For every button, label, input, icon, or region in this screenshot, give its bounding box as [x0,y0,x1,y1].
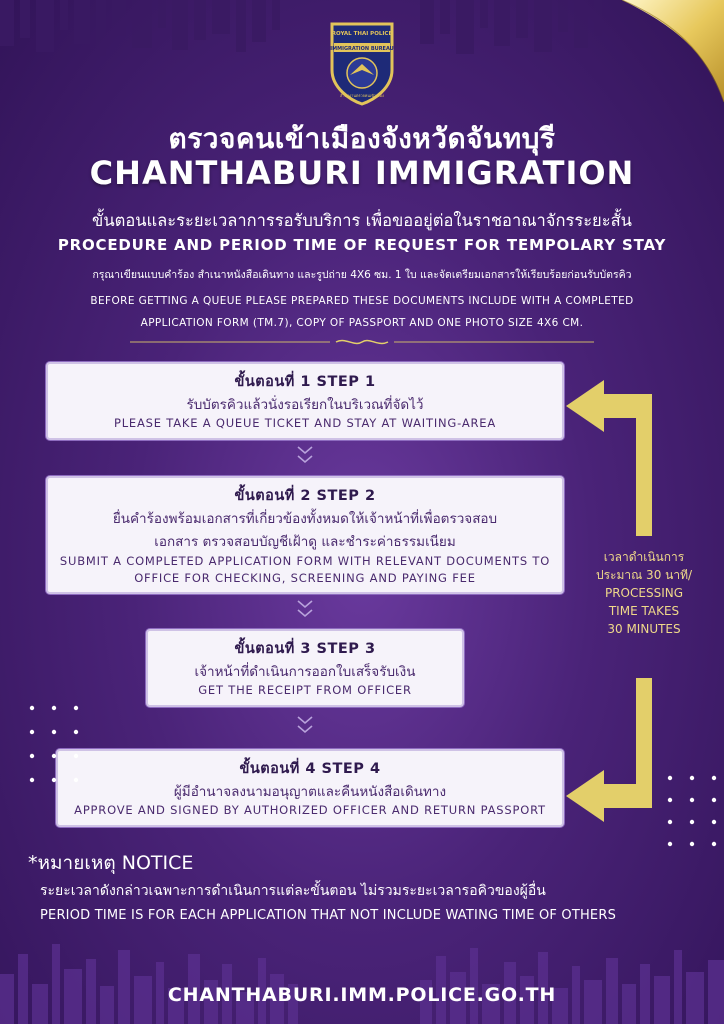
page-curl-decoration [614,0,724,110]
step-2-heading: ขั้นตอนที่ 2 STEP 2 [234,488,376,504]
website-url[interactable]: CHANTHABURI.IMM.POLICE.GO.TH [167,984,557,1006]
emblem-top-text: ROYAL THAI POLICE [331,31,393,37]
page-title-thai: ตรวจคนเข้าเมืองจังหวัดจันทบุรี [168,122,556,155]
subtitle-english: PROCEDURE AND PERIOD TIME OF REQUEST FOR TEMPOLARY STAY [57,236,667,254]
notice-english: PERIOD TIME IS FOR EACH APPLICATION THAT NOT INCLUDE WATING TIME OF OTHERS [40,908,617,923]
chevron-down-icon [296,444,314,466]
notice-thai: ระยะเวลาดังกล่าวเฉพาะการดำเนินการแต่ละขั้นตอน ไม่รวมระยะเวลารอคิวของผู้อื่น [40,883,546,899]
processing-line-1: เวลาดำเนินการ [603,550,685,564]
chevron-down-icon [296,714,314,736]
processing-line-5: 30 MINUTES [607,622,681,636]
chevron-down-icon [296,598,314,620]
processing-line-4: TIME TAKES [608,604,680,618]
step-2-card [46,476,564,594]
processing-line-3: PROCESSING [604,586,684,600]
step-4-heading: ขั้นตอนที่ 4 STEP 4 [239,761,381,777]
dot-grid-decoration [660,770,724,860]
dot-grid-decoration [24,700,94,800]
step-4-english: APPROVE AND SIGNED BY AUTHORIZED OFFICER AND RETURN PASSPORT [74,803,546,817]
step-1-heading: ขั้นตอนที่ 1 STEP 1 [234,374,376,390]
step-4-card [56,749,564,827]
emblem-bottom-text: สำนักงานตรวจคนเข้าเมือง [340,93,384,98]
ornamental-divider [130,338,594,346]
step-1-thai: รับบัตรคิวแล้วนั่งรอเรียกในบริเวณที่จัดไว้ [186,397,424,413]
subtitle-thai: ขั้นตอนและระยะเวลาการรอรับบริการ เพื่อขออยู่ต่อในราชอาณาจักรระยะสั้น [92,211,632,230]
step-3-heading: ขั้นตอนที่ 3 STEP 3 [234,641,376,657]
notice-title: *หมายเหตุ NOTICE [28,852,194,874]
step-4-thai: ผู้มีอำนาจลงนามอนุญาตและคืนหนังสือเดินทาง [173,784,447,800]
instruction-english: BEFORE GETTING A QUEUE PLEASE PREPARED THESE DOCUMENTS INCLUDE WITH A COMPLETED APPLICATION FORM (TM.7), COPY OF PASSPORT AND ONE PHOTO SIZE 4X6 CM. [90,295,634,329]
step-3-card [146,629,464,707]
step-2-english-line-1: SUBMIT A COMPLETED APPLICATION FORM WITH RELEVANT DOCUMENTS TO [59,554,551,568]
step-2-thai-line-1: ยื่นคำร้องพร้อมเอกสารที่เกี่ยวข้องทั้งหมดให้เจ้าหน้าที่เพื่อตรวจสอบ [112,511,498,527]
step-3-thai: เจ้าหน้าที่ดำเนินการออกใบเสร็จรับเงิน [194,664,416,680]
processing-line-2: ประมาณ 30 นาที/ [595,568,693,582]
step-1-english: PLEASE TAKE A QUEUE TICKET AND STAY AT WAITING-AREA [113,416,497,430]
step-1-card [46,362,564,440]
step-2-english-line-2: OFFICE FOR CHECKING, SCREENING AND PAYING FEE [134,571,476,585]
emblem-band-text: IMMIGRATION BUREAU [330,46,394,52]
page-title-english: CHANTHABURI IMMIGRATION [89,154,635,192]
immigration-bureau-emblem [328,20,396,106]
step-3-english: GET THE RECEIPT FROM OFFICER [198,683,412,697]
processing-time-label [586,548,702,638]
step-2-thai-line-2: เอกสาร ตรวจสอบบัญชีเฝ้าดู และชำระค่าธรรมเนียม [154,534,456,550]
skyline-bottom-decoration [0,914,724,1024]
instruction-thai: กรุณาเขียนแบบคำร้อง สำเนาหนังสือเดินทาง และรูปถ่าย 4X6 ซม. 1 ใบ และจัดเตรียมเอกสารให้เรียบร้อยก่อนรับบัตรคิว [92,269,632,281]
